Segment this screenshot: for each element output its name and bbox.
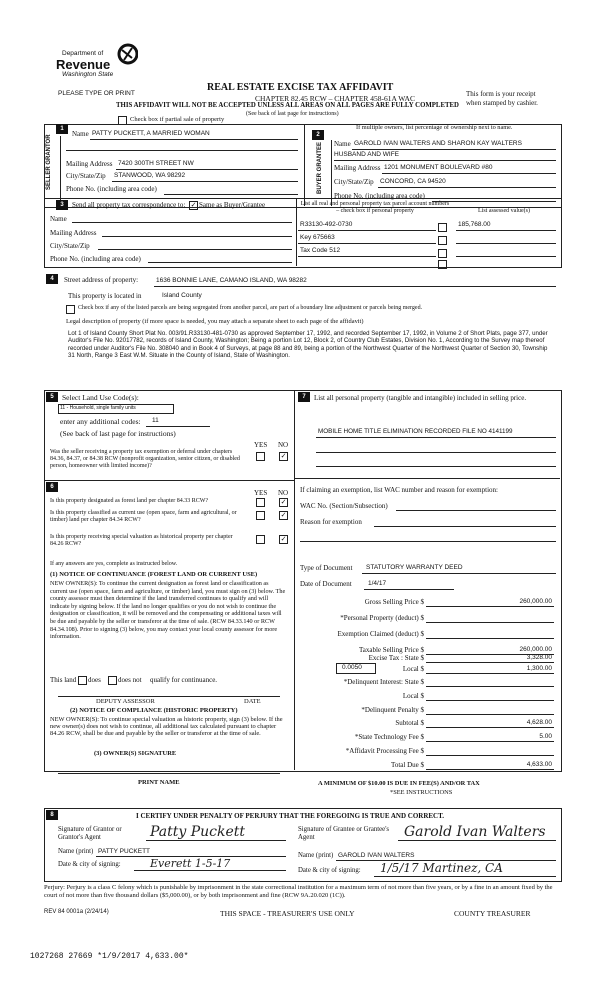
- wac-label: WAC No. (Section/Subsection): [300, 502, 388, 510]
- money-label-gross-label: Gross Selling Price $: [364, 598, 424, 606]
- deputy-assessor-label: DEPUTY ASSESSOR: [96, 698, 155, 705]
- personal-property[interactable]: MOBILE HOME TITLE ELIMINATION RECORDED FILE NO 4141199: [318, 428, 513, 435]
- same-as-buyer-checkbox[interactable]: ✓: [190, 201, 197, 209]
- s3-phone-label: Phone No. (including area code): [50, 255, 141, 263]
- parcel-2[interactable]: Key 675663: [300, 234, 335, 241]
- seller-name-label: Name: [72, 130, 89, 138]
- doc-date[interactable]: 1/4/17: [368, 580, 387, 587]
- s5-yes-checkbox[interactable]: [256, 452, 265, 461]
- s5-see-back: (See back of last page for instructions): [60, 429, 176, 438]
- form-title: REAL ESTATE EXCISE TAX AFFIDAVIT: [207, 82, 394, 93]
- legal-label: Legal description of property (if more space is needed, you may attach a separate sheet to each page of the affidavit): [66, 318, 364, 325]
- send-correspondence-label: Send all property tax correspondence to:: [72, 201, 186, 209]
- land-use-label: Select Land Use Code(s):: [62, 393, 139, 402]
- seller-mailing-label: Mailing Address: [66, 160, 113, 168]
- s3-city-label: City/State/Zip: [50, 242, 90, 250]
- s3-mailing-label: Mailing Address: [50, 229, 97, 237]
- money-label-affidavit-fee-label: *Affidavit Processing Fee $: [345, 747, 424, 755]
- dept-state: Washington State: [62, 71, 114, 78]
- grantee-name[interactable]: GAROLD IVAN WALTERS: [338, 852, 415, 859]
- parcel-3-checkbox[interactable]: [438, 249, 447, 258]
- s6-yes: YES: [254, 489, 268, 497]
- grantee-date-city[interactable]: 1/5/17 Martinez, CA: [380, 861, 503, 875]
- buyer-side-label: BUYER GRANTEE: [317, 141, 323, 194]
- assessed-header: List assessed value(s): [478, 208, 530, 214]
- s3-name-label: Name: [50, 215, 67, 223]
- money-value-total[interactable]: 4,633.00: [526, 761, 552, 768]
- street-label: Street address of property:: [64, 276, 139, 284]
- segregated-checkbox[interactable]: [66, 305, 75, 314]
- seller-side-label: SELLER GRANTOR: [46, 134, 52, 190]
- qualify-label: qualify for continuance.: [150, 676, 218, 684]
- form-warning: THIS AFFIDAVIT WILL NOT BE ACCEPTED UNLESS ALL AREAS ON ALL PAGES ARE FULLY COMPLETED: [116, 102, 459, 109]
- buyer-city[interactable]: CONCORD, CA 94520: [380, 178, 446, 185]
- this-land-label: This land: [50, 676, 77, 684]
- same-as-buyer-label: Same as Buyer/Grantee: [199, 201, 266, 209]
- multiple-owners-note: If multiple owners, list percentage of ownership next to name.: [356, 124, 513, 131]
- section-6-badge: 6: [46, 482, 58, 492]
- s6-q2: Is this property classified as current use (open space, farm and agricultural, or timber) land per chapter 84.34 RCW?: [50, 510, 237, 523]
- section-1-badge: 1: [56, 124, 68, 134]
- seller-city[interactable]: STANWOOD, WA 98292: [114, 172, 186, 179]
- s6-q1-no[interactable]: ✓: [280, 498, 287, 506]
- section-4-badge: 4: [46, 274, 58, 284]
- parcel-1[interactable]: R33130-492-0730: [300, 221, 353, 228]
- dept-line: Department of: [62, 50, 104, 57]
- notice1-text: NEW OWNER(S): To continue the current designation as forest land or classification as current use (open space, farm and agriculture, or timber) land, you must sign on (3) below. The county assessor must then determine if the land transferred continues to qualify and will indicate by signing below. If the land no longer qualifies or you do not wish to continue the designation or classification, it will be removed and the compensating or additional taxes will be due and payable by the seller or transferor at the time of sale. (RCW 84.33.140 or RCW 84.34.108). Prior to signing (3) below, you may contact your local county assessor for more information.: [50, 580, 286, 641]
- grantee-date-city-label: Date & city of signing:: [298, 867, 361, 874]
- parcel-1-checkbox[interactable]: [438, 223, 447, 232]
- exemption-label: If claiming an exemption, list WAC number and reason for exemption:: [300, 486, 498, 494]
- minimum-note: A MINIMUM OF $10.00 IS DUE IN FEE(S) AND/OR TAX: [318, 780, 480, 787]
- money-value-local[interactable]: 1,300.00: [526, 665, 552, 672]
- money-value-taxable[interactable]: 260,000.00: [519, 646, 552, 653]
- doc-type-label: Type of Document: [300, 564, 353, 572]
- form-chapter: CHAPTER 82.45 RCW – CHAPTER 458-61A WAC: [255, 94, 415, 103]
- notice1-title: (1) NOTICE OF CONTINUANCE (FOREST LAND OR CURRENT USE): [50, 571, 258, 578]
- section-8-badge: 8: [46, 810, 58, 820]
- s5-no-checkbox[interactable]: ✓: [280, 452, 287, 460]
- perjury-note: Perjury: Perjury is a class C felony which is punishable by imprisonment in the state correctional institution for a maximum term of not more than five years, or by a fine in an amount fixed by the court of not more than five thousand dollars ($5,000.00), or by both imprisonment and fine (RCW 9A.20.020 (1C)).: [44, 884, 553, 899]
- local-rate: 0.0050: [342, 664, 362, 671]
- print-name-label: PRINT NAME: [138, 779, 180, 786]
- s6-q2-yes[interactable]: [256, 511, 265, 520]
- grantee-signature[interactable]: Garold Ivan Walters: [404, 824, 546, 840]
- s5-no: NO: [278, 441, 289, 449]
- notice2-text: NEW OWNER(S): To continue special valuation as historic property, sign (3) below. If the new owner(s) does not wish to continue, all additional tax calculated pursuant to chapter 84.26 RCW, shall be due and payable by the seller or transferor at the time of sale.: [50, 716, 283, 738]
- buyer-name-label: Name: [334, 140, 351, 148]
- seller-name[interactable]: PATTY PUCKETT, A MARRIED WOMAN: [92, 130, 210, 137]
- section-5-badge: 5: [46, 392, 58, 402]
- rev-number: REV 84 0001a (2/24/14): [44, 909, 109, 915]
- s6-q3-no[interactable]: ✓: [280, 535, 287, 543]
- dept-name: Revenue: [56, 57, 111, 72]
- buyer-phone-label: Phone No. (including area code): [334, 192, 425, 200]
- receipt-note: This form is your receipt: [466, 90, 536, 98]
- parcel-3[interactable]: Tax Code 512: [300, 247, 341, 254]
- money-label-delinquent-local-label: Local $: [402, 692, 424, 700]
- receipt-note-2: when stamped by cashier.: [466, 99, 538, 107]
- buyer-mailing[interactable]: 1201 MONUMENT BOULEVARD #80: [384, 164, 493, 171]
- money-label-personal-deduct-label: *Personal Property (deduct) $: [340, 614, 424, 622]
- if-yes-note: If any answers are yes, complete as instructed below.: [50, 561, 178, 567]
- grantor-date-city[interactable]: Everett 1-5-17: [150, 857, 231, 870]
- money-label-local-label: Local $: [402, 665, 424, 673]
- section-2-badge: 2: [312, 130, 324, 140]
- reason-label: Reason for exemption: [300, 518, 362, 526]
- doc-date-label: Date of Document: [300, 580, 352, 588]
- county-treasurer: COUNTY TREASURER: [454, 909, 531, 918]
- seller-phone-label: Phone No. (including area code): [66, 185, 157, 193]
- parcel-2-checkbox[interactable]: [438, 236, 447, 245]
- land-use-value: 11 - Household, single family units: [60, 405, 136, 411]
- does-not-label: does not: [118, 676, 142, 684]
- grantor-name[interactable]: PATTY PUCKETT: [98, 848, 151, 855]
- street-address[interactable]: 1636 BONNIE LANE, CAMANO ISLAND, WA 98282: [156, 277, 307, 284]
- money-label-excise-state-label: Excise Tax : State $: [368, 654, 424, 662]
- treasurer-stamp: 1027268 27669 *1/9/2017 4,633.00*: [30, 952, 189, 961]
- partial-sale-label: Check box if partial sale of property: [130, 116, 225, 123]
- s6-q1-yes[interactable]: [256, 498, 265, 507]
- grantee-name-label: Name (print): [298, 852, 334, 859]
- treasurer-space: THIS SPACE - TREASURER'S USE ONLY: [220, 909, 355, 918]
- money-label-total-label: Total Due $: [391, 761, 424, 769]
- buyer-name[interactable]: GAROLD IVAN WALTERS AND SHARON KAY WALTERS: [354, 140, 522, 147]
- segregated-label: Check box if any of the listed parcels are being segregated from another parcel, are part of a boundary line adjustment or parcels being merged.: [78, 305, 423, 311]
- s6-q1: Is this property designated as forest land per chapter 84.33 RCW?: [50, 498, 209, 504]
- grantor-signature[interactable]: Patty Puckett: [150, 824, 246, 840]
- buyer-name-2[interactable]: HUSBAND AND WIFE: [334, 151, 400, 158]
- buyer-mailing-label: Mailing Address: [334, 164, 381, 172]
- buyer-city-label: City/State/Zip: [334, 178, 374, 186]
- s5-yes: YES: [254, 441, 268, 449]
- s6-no: NO: [278, 489, 289, 497]
- seller-mailing[interactable]: 7420 300TH STREET NW: [118, 160, 194, 167]
- does-not-checkbox[interactable]: [108, 676, 117, 685]
- s5-question: Was the seller receiving a property tax exemption or deferral under chapters 84.36, 84.37, or 84.38 RCW (nonprofit organization, senior citizen, or disabled person, homeowner with limited income)?: [50, 449, 240, 469]
- parcel-list-header: List all real and personal property tax parcel account numbers – check box if personal property: [300, 201, 450, 214]
- owner-signature-label: (3) OWNER(S) SIGNATURE: [94, 750, 177, 757]
- grantor-date-city-label: Date & city of signing:: [58, 861, 121, 868]
- certify-statement: I CERTIFY UNDER PENALTY OF PERJURY THAT THE FOREGOING IS TRUE AND CORRECT.: [136, 812, 445, 820]
- section-3-badge: 3: [56, 200, 68, 210]
- money-label-subtotal-label: Subtotal $: [395, 719, 424, 727]
- s6-q3-yes[interactable]: [256, 535, 265, 544]
- seller-city-label: City/State/Zip: [66, 172, 106, 180]
- legal-description[interactable]: Lot 1 of Island County Short Plat No. 003/91.R33130-481-0730 as approved September 17, 1992, and recorded September 17, 1992, in Volume 2 of Short Plats, page 377, under Auditor's File No. 92017782, records of Island County, Washington; Being a portion Lot 12, Block 2, of Country Club Estates, Division No. 1, According to the Survey map thereof recorded under Auditor's File No. 308040 and in Book 4 of Surveys, at page 88 and 89, being a portion of the Northwest Quarter of the Northwest Quarter of Section 30, Township 31 North, Range 3 East W.M. Situate in the County of Island, State of Washington.: [68, 330, 548, 360]
- money-value-gross[interactable]: 260,000.00: [519, 598, 552, 605]
- money-value-subtotal[interactable]: 4,628.00: [526, 719, 552, 726]
- money-value-excise-state[interactable]: 3,328.00: [526, 654, 552, 661]
- located-label: This property is located in: [68, 292, 142, 300]
- grantor-sig-label: Signature of Grantor or Grantor's Agent: [58, 826, 122, 841]
- money-value-tech-fee[interactable]: 5.00: [539, 733, 552, 740]
- s6-q2-no[interactable]: ✓: [280, 511, 287, 519]
- money-label-taxable-label: Taxable Selling Price $: [358, 646, 424, 654]
- money-label-delinquent-state-label: *Delinquent Interest: State $: [343, 678, 424, 686]
- grantor-name-label: Name (print): [58, 848, 94, 855]
- does-checkbox[interactable]: [78, 676, 87, 685]
- doc-type[interactable]: STATUTORY WARRANTY DEED: [366, 564, 463, 571]
- money-label-tech-fee-label: *State Technology Fee $: [354, 733, 424, 741]
- additional-codes[interactable]: 11: [152, 417, 159, 424]
- grantee-sig-label: Signature of Grantee or Grantee's Agent: [298, 826, 390, 841]
- additional-codes-label: enter any additional codes:: [60, 417, 141, 426]
- assessed-1[interactable]: 185,768.00: [458, 221, 491, 228]
- see-back-note: (See back of last page for instructions): [246, 111, 339, 117]
- see-instructions: *SEE INSTRUCTIONS: [390, 789, 453, 796]
- section-7-badge: 7: [298, 392, 310, 402]
- date-label: DATE: [244, 698, 261, 705]
- list-personal-label: List all personal property (tangible and intangible) included in selling price.: [314, 394, 527, 402]
- parcel-4-checkbox[interactable]: [438, 260, 447, 269]
- s6-q3: Is this property receiving special valuation as historical property per chapter 84.26 RCW?: [50, 534, 233, 547]
- notice2-title: (2) NOTICE OF COMPLIANCE (HISTORIC PROPERTY): [70, 707, 238, 714]
- print-note: PLEASE TYPE OR PRINT: [58, 90, 135, 97]
- money-label-exemption-deduct-label: Exemption Claimed (deduct) $: [337, 630, 424, 638]
- county[interactable]: Island County: [162, 292, 202, 299]
- does-label: does: [88, 676, 101, 684]
- money-label-delinquent-penalty-label: *Delinquent Penalty $: [361, 706, 424, 714]
